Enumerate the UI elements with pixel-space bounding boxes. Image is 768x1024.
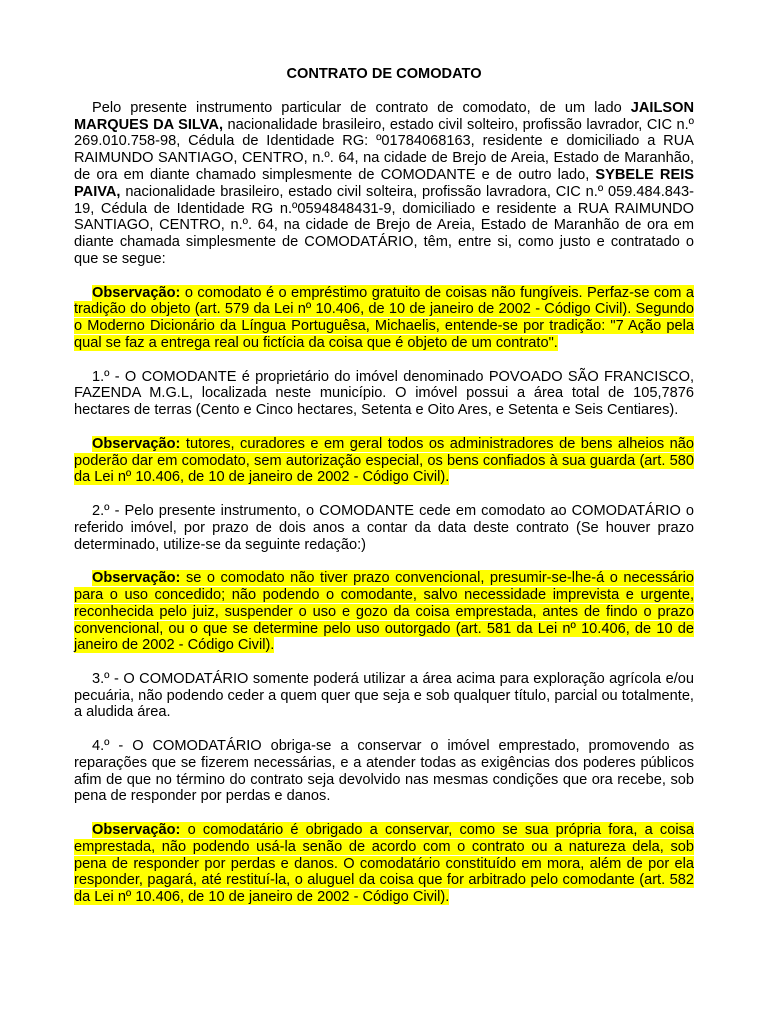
observation-label: Observação: — [92, 570, 181, 587]
observation-1-text: o comodato é o empréstimo gratuito de coisas não fungíveis. Perfaz-se com a tradição do objeto (art. 579 da Lei nº 10.406, de 10 de janeiro de 2002 - Código Civil). Segundo o Moderno Dicionário da Língua Portuguêsa, Michaelis, entende-se por tradição: "7 Ação pela qual se faz a entrega real ou fictícia da coisa que é objeto de um contrato". — [74, 284, 694, 351]
document-title: CONTRATO DE COMODATO — [286, 66, 482, 82]
observation-1-highlight — [74, 285, 694, 351]
intro-paragraph — [74, 100, 694, 268]
clause-1: 1.º - O COMODANTE é proprietário do imóvel denominado POVOADO SÃO FRANCISCO, FAZENDA M.G.L, localizada neste município. O imóvel possui a área total de 105,7876 hectares de terras (Cento e Cinco hectares, Setenta e Oito Ares, e Setenta e Seis Centiares). — [74, 368, 694, 419]
observation-label: Observação: — [92, 284, 181, 301]
observation-2-text: tutores, curadores e em geral todos os administradores de bens alheios não poderão dar em comodato, sem autorização especial, os bens confiados à sua guarda (art. 580 da Lei nº 10.406, de 10 de janeiro de 2002 - Código Civil). — [74, 435, 694, 486]
clause-2: 2.º - Pelo presente instrumento, o COMODANTE cede em comodato ao COMODATÁRIO o referido imóvel, por prazo de dois anos a contar da data deste contrato (Se houver prazo determinado, utilize-se da seguinte redação:) — [74, 502, 694, 553]
document-body — [74, 66, 694, 923]
observation-4-text: o comodatário é obrigado a conservar, como se sua própria fora, a coisa emprestada, não podendo usá-la senão de acordo com o contrato ou a natureza dela, sob pena de responder por perdas e danos. O comodatário constituído em mora, além de por ela responder, pagará, até restituí-la, o aluguel da coisa que for arbitrado pelo comodante (art. 582 da Lei nº 10.406, de 10 de janeiro de 2002 - Código Civil). — [74, 822, 694, 906]
observation-2 — [74, 436, 694, 486]
observation-3-text: se o comodato não tiver prazo convencional, presumir-se-lhe-á o necessário para o uso concedido; não podendo o comodante, salvo necessidade imprevista e urgente, reconhecida pelo juiz, suspender o uso e gozo da coisa emprestada, antes de findo o prazo convencional, ou o que se determine pelo uso outorgado (art. 581 da Lei nº 10.406, de 10 de janeiro de 2002 - Código Civil). — [74, 570, 694, 654]
observation-3 — [74, 570, 694, 654]
observation-1 — [74, 285, 694, 352]
observation-label: Observação: — [92, 435, 181, 452]
observation-label: Observação: — [92, 822, 181, 839]
observation-4 — [74, 822, 694, 906]
intro-text-1: Pelo presente instrumento particular de contrato de comodato, de um lado — [92, 99, 631, 116]
observation-3-highlight — [74, 570, 694, 653]
observation-4-highlight — [74, 822, 694, 905]
party-name-comodante: JAILSON MARQUES DA SILVA, — [74, 99, 694, 133]
intro-text-2: nacionalidade brasileiro, estado civil solteiro, profissão lavrador, CIC n.º 269.010.758-98, Cédula de Identidade RG: º01784068163, residente e domiciliado a RUA RAIMUNDO SANTIAGO, CENTRO, n.º. 64, na cidade de Brejo de Areia, Estado de Maranhão, de ora em diante chamado simplesmente de COMODANTE e de outro lado, — [74, 116, 694, 183]
intro-text-3: nacionalidade brasileiro, estado civil solteira, profissão lavradora, CIC n.º 059.484.843-19, Cédula de Identidade RG n.º0594848431-9, domiciliado e residente a RUA RAIMUNDO SANTIAGO, CENTRO, n.º. 64, na cidade de Brejo de Areia, Estado de Maranhão de ora em diante chamada simplesmente de COMODATÁRIO, têm, entre si, como justo e contratado o que se segue: — [74, 183, 694, 267]
observation-2-highlight — [74, 436, 694, 486]
clause-4: 4.º - O COMODATÁRIO obriga-se a conservar o imóvel emprestado, promovendo as reparações que se fizerem necessárias, e a atender todas as exigências dos poderes públicos afim de que no término do contrato seja devolvido nas mesmas condições que ora recebe, sob pena de responder por perdas e danos. — [74, 738, 694, 805]
party-name-comodatario: SYBELE REIS PAIVA, — [74, 166, 694, 200]
clause-3: 3.º - O COMODATÁRIO somente poderá utilizar a área acima para exploração agrícola e/ou pecuária, não podendo ceder a quem quer que seja e sob qualquer título, parcial ou totalmente, a aludida área. — [74, 670, 694, 721]
